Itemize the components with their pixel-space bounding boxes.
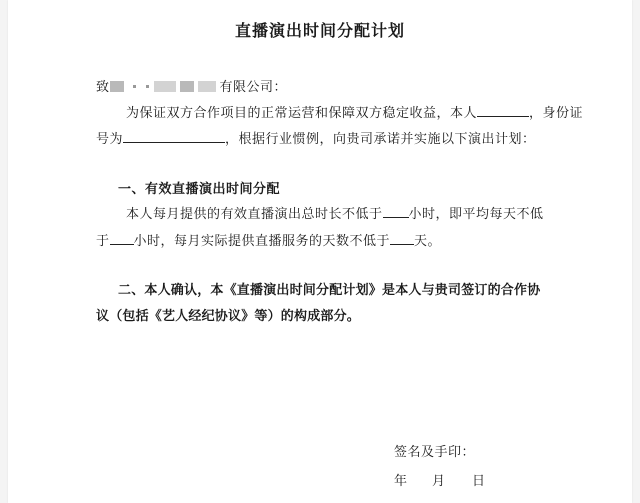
- section1-text: 于: [96, 234, 110, 249]
- section1-text: 天。: [414, 234, 442, 249]
- intro-text: 号为: [96, 132, 124, 147]
- redacted-dot: [146, 85, 149, 88]
- intro-text: ，身份证: [529, 106, 584, 121]
- section1-text: 小时，即平均每天不低: [408, 207, 544, 222]
- document-title: 直播演出时间分配计划: [234, 21, 405, 40]
- intro-line-2: [96, 128, 536, 147]
- section2-line-2: 议（包括《艺人经纪协议》等）的构成部分。: [96, 309, 361, 324]
- salutation-prefix: 致: [96, 80, 110, 95]
- name-blank: [477, 104, 529, 117]
- redacted-block: [180, 81, 194, 92]
- intro-text: ，根据行业惯例，向贵司承诺并实施以下演出计划：: [225, 132, 536, 147]
- id-number-blank: [123, 130, 225, 143]
- section1-line-2: [96, 230, 441, 249]
- date-month-label: 月: [432, 474, 446, 489]
- section1-text: 小时，每月实际提供直播服务的天数不低于: [133, 234, 391, 249]
- redacted-block: [198, 81, 216, 92]
- salutation-suffix: 有限公司：: [219, 80, 288, 95]
- signature-label: 签名及手印：: [394, 445, 476, 460]
- total-hours-blank: [383, 205, 409, 218]
- redacted-dot: [133, 85, 136, 88]
- section1-line-1: [126, 203, 544, 222]
- section1-heading: 一、有效直播演出时间分配: [118, 182, 281, 197]
- intro-line-1: [126, 102, 583, 121]
- days-blank: [390, 232, 414, 245]
- redacted-block: [110, 81, 124, 92]
- salutation-line: [96, 76, 287, 95]
- daily-hours-blank: [110, 232, 134, 245]
- section1-text: 本人每月提供的有效直播演出总时长不低于: [126, 207, 383, 222]
- intro-text: 为保证双方合作项目的正常运营和保障双方稳定收益，本人: [126, 106, 478, 121]
- redacted-block: [154, 81, 176, 92]
- date-year-label: 年: [394, 474, 408, 489]
- section2-line-1: 二、本人确认，本《直播演出时间分配计划》是本人与贵司签订的合作协: [118, 283, 541, 298]
- date-day-label: 日: [472, 474, 486, 489]
- document-page: [8, 0, 632, 503]
